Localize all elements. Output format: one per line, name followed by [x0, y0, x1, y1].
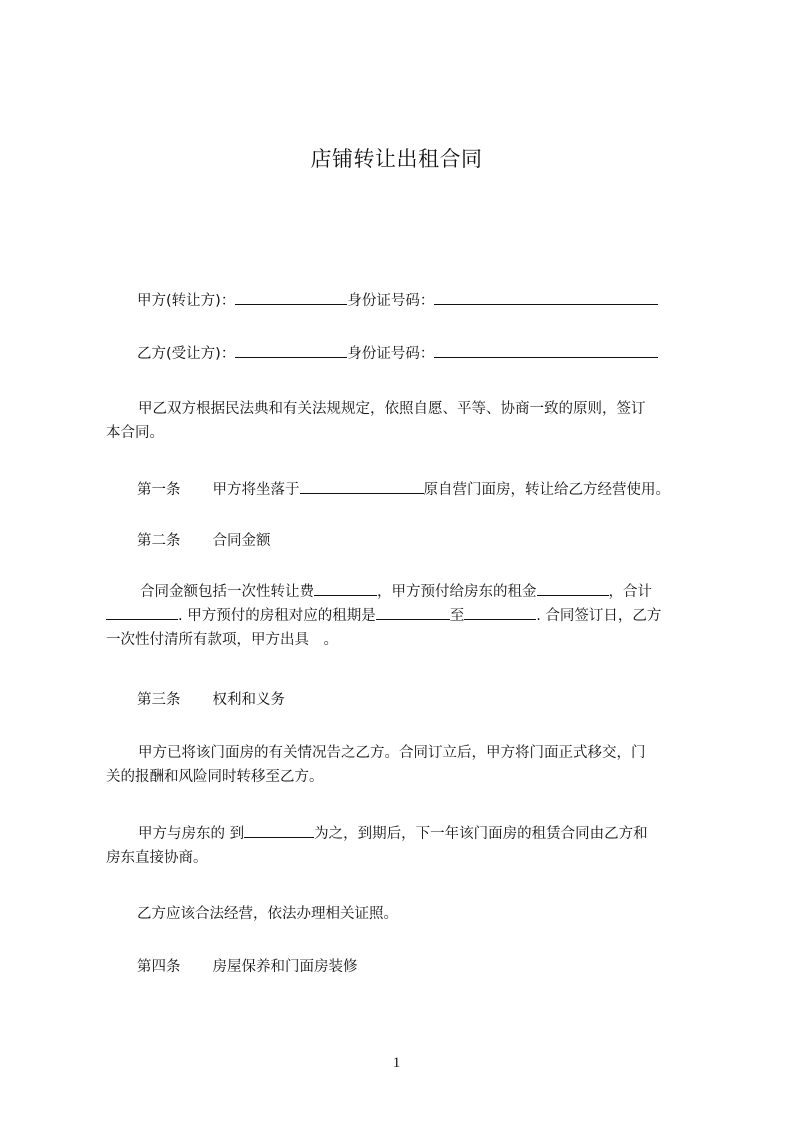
party-a-id-label: 身份证号码：	[347, 293, 435, 309]
rights-2-post: 为之，到期后，下一年该门面房的租赁合同由乙方和	[314, 826, 648, 842]
article-3	[137, 688, 737, 712]
term-start-blank	[376, 604, 450, 620]
article-1-pre: 甲方将坐落于	[212, 482, 300, 498]
amount-text-1c: ，合计	[608, 584, 652, 600]
article-4-number: 第四条	[137, 959, 181, 975]
party-b-name-blank	[235, 342, 347, 358]
article-1-number: 第一条	[137, 482, 181, 498]
article-2-number: 第二条	[137, 533, 181, 549]
lease-end-blank	[244, 822, 314, 838]
rights-2-pre: 甲方与房东的 到	[138, 826, 245, 842]
intro-paragraph	[106, 397, 706, 445]
rights-paragraph-3: 乙方应该合法经营，依法办理相关证照。	[137, 906, 398, 922]
rights-2-line-1	[106, 822, 706, 846]
term-end-blank	[464, 604, 536, 620]
amount-line-3: 一次性付清所有款项，甲方出具 。	[106, 632, 338, 648]
article-1	[137, 478, 737, 502]
article-4-heading: 房屋保养和门面房装修	[212, 959, 358, 975]
party-a-name-blank	[235, 289, 347, 305]
transfer-fee-blank	[314, 580, 377, 596]
article-3-number: 第三条	[137, 692, 181, 708]
article-3-heading: 权利和义务	[212, 692, 285, 708]
article-2	[137, 529, 737, 553]
amount-text-2a: . 甲方预付的房租对应的租期是	[178, 608, 376, 624]
article-4	[137, 955, 737, 979]
article-1-location-blank	[300, 478, 424, 494]
intro-line-1: 甲乙双方根据民法典和有关法规规定，依照自愿、平等、协商一致的原则，签订	[138, 401, 646, 417]
amount-text-2c: . 合同签订日，乙方	[536, 608, 662, 624]
amount-paragraph	[106, 580, 706, 652]
prepaid-rent-blank	[537, 580, 609, 596]
article-2-heading: 合同金额	[212, 533, 271, 549]
rights-paragraph-1	[106, 741, 706, 789]
intro-line-2: 本合同。	[106, 425, 164, 441]
party-b-line	[137, 342, 737, 366]
amount-text-2b: 至	[449, 608, 465, 624]
total-blank	[106, 604, 178, 620]
amount-line-1	[106, 580, 706, 604]
document-title: 店铺转让出租合同	[310, 147, 483, 171]
amount-line-2	[106, 604, 706, 628]
rights-1-line-1: 甲方已将该门面房的有关情况告之乙方。合同订立后，甲方将门面正式移交，门	[138, 745, 646, 761]
amount-text-1a: 合同金额包括一次性转让费	[140, 584, 314, 600]
party-b-label: 乙方(受让方)：	[137, 346, 236, 362]
page-number: 1	[392, 1055, 401, 1071]
party-b-id-blank	[434, 342, 658, 358]
rights-1-line-2: 关的报酬和风险同时转移至乙方。	[106, 769, 324, 785]
party-a-id-blank	[434, 289, 658, 305]
amount-text-1b: ，甲方预付给房东的租金	[377, 584, 537, 600]
party-b-id-label: 身份证号码：	[347, 346, 435, 362]
party-a-line	[137, 289, 737, 313]
article-1-post: 原自营门面房，转让给乙方经营使用。	[423, 482, 670, 498]
rights-paragraph-2	[106, 822, 706, 870]
party-a-label: 甲方(转让方)：	[137, 293, 236, 309]
rights-2-line-2: 房东直接协商。	[106, 850, 208, 866]
